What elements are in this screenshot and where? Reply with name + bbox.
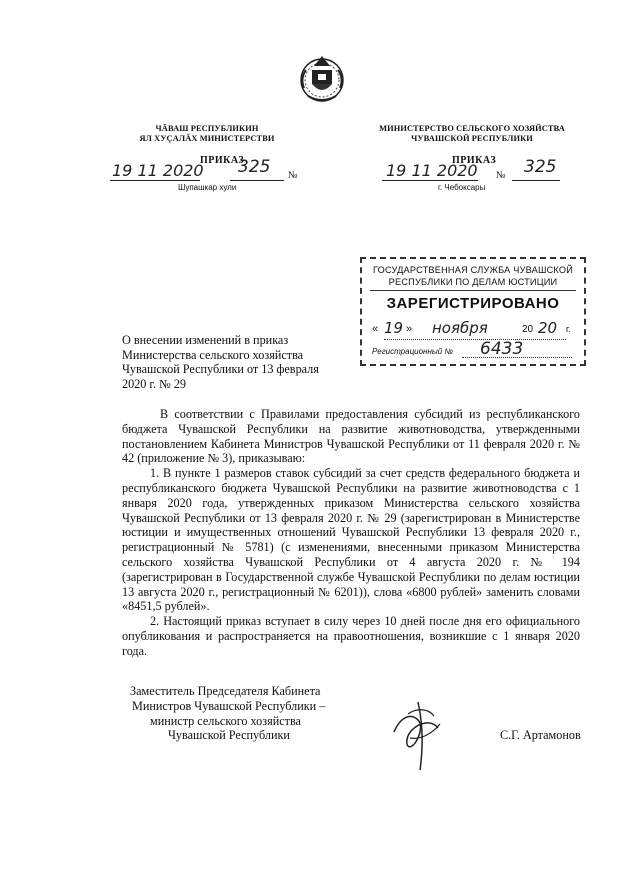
stamp-line1: ГОСУДАРСТВЕННАЯ СЛУЖБА ЧУВАШСКОЙ [372, 265, 574, 275]
left-number-handwritten: 325 [238, 157, 271, 177]
subject-line1: О внесении изменений в приказ [122, 333, 289, 347]
left-number-underline [230, 180, 284, 181]
left-number-sign: № [288, 170, 299, 181]
stamp-quote-open: « [372, 323, 379, 335]
stamp-year-prefix: 20 [522, 324, 534, 335]
subject-line3: Чувашской Республики от 13 февраля [122, 362, 319, 377]
left-order-word: ПРИКАЗ [200, 155, 245, 166]
stamp-reg-number: 6433 [480, 339, 524, 359]
subject-line4: 2020 г. № 29 [122, 376, 187, 391]
right-org-line2: ЧУВАШСКОЙ РЕСПУБЛИКИ [411, 134, 533, 143]
signatory-name: С.Г. Артамонов [500, 728, 581, 742]
stamp-year-abbr: г. [566, 324, 571, 334]
signature-title-line4: Чувашской Республики [168, 728, 290, 743]
signature-title-block [128, 684, 388, 743]
stamp-line2: РЕСПУБЛИКИ ПО ДЕЛАМ ЮСТИЦИИ [388, 277, 558, 287]
signature-title-line3: министр сельского хозяйства [150, 713, 301, 728]
right-number-handwritten: 325 [524, 157, 557, 177]
handwritten-signature [388, 694, 448, 774]
left-org-line2: ЯЛ ХУÇАЛĂХ МИНИСТЕРСТВИ [139, 134, 275, 143]
right-date-handwritten: 19 11 2020 [386, 161, 478, 180]
body-item-2: 2. Настоящий приказ вступает в силу через 10 дней после дня его официального опубликования и распространяется на правоотношения, возникшие с 1 января 2020 года. [122, 614, 580, 658]
right-number-sign: № [496, 170, 507, 181]
subject-line2: Министерства сельского хозяйства [122, 347, 304, 362]
left-date-underline [110, 180, 200, 181]
stamp-date-underline [384, 339, 566, 340]
order-body [122, 407, 580, 659]
left-place: Шупашкар хули [178, 183, 237, 192]
stamp-quote-close: » [406, 323, 413, 335]
stamp-reg-underline [462, 357, 572, 358]
stamp-divider [370, 290, 576, 291]
right-place: г. Чебоксары [438, 183, 486, 192]
stamp-year-suffix: 20 [538, 319, 558, 337]
body-preamble: В соответствии с Правилами предоставления субсидий из республиканского бюджета Чувашской Республики на развитие животноводства, утвержденными постановлением Кабинета Министров Чувашской Республики от 11 февраля 2020 г. № 42 (приложение № 3), приказываю: [122, 407, 580, 466]
stamp-day: 19 [384, 319, 404, 337]
right-number-underline [512, 180, 560, 181]
right-org-line1: МИНИСТЕРСТВО СЕЛЬСКОГО ХОЗЯЙСТВА [379, 124, 565, 133]
stamp-status: ЗАРЕГИСТРИРОВАНО [386, 295, 560, 312]
right-order-word: ПРИКАЗ [452, 155, 497, 166]
right-date-underline [382, 180, 478, 181]
signature-title-line1: Заместитель Председателя Кабинета [130, 684, 321, 698]
subject-block [122, 333, 402, 391]
body-item-1: 1. В пункте 1 размеров ставок субсидий за счет средств федерального бюджета и республиканского бюджета Чувашской Республики на развитие животноводства с 1 января 2020 года, утвержденных приказом Министерства сельского хозяйства Чувашской Республики от 13 февраля 2020 г. № 29 (зарегистрирован в Министерстве юстиции и имущественных отношений Чувашской Республики 13 февраля 2020 г., регистрационный № 5781) (с изменениями, внесенными приказом Министерства сельского хозяйства Чувашской Республики от 4 августа 2020 г. № 194 (зарегистрирован в Государственной службе Чувашской Республики по делам юстиции 13 августа 2020 г., регистрационный № 6201)), слова «6800 рублей» заменить словами «8451,5 рублей». [122, 466, 580, 614]
stamp-reg-label: Регистрационный № [372, 347, 454, 356]
signature-title-line2: Министров Чувашской Республики – [132, 698, 326, 713]
left-date-handwritten: 19 11 2020 [112, 161, 204, 180]
coat-of-arms-emblem [298, 52, 346, 104]
stamp-month: ноября [432, 319, 488, 337]
left-org-line1: ЧĂВАШ РЕСПУБЛИКИН [155, 124, 259, 133]
